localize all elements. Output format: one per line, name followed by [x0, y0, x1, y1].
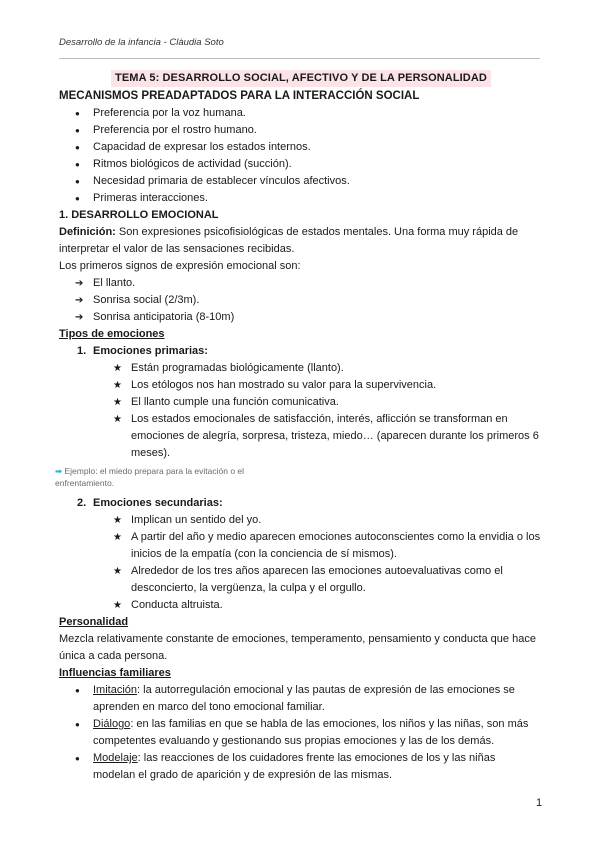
star-icon: ★ — [113, 515, 122, 526]
list-item — [59, 275, 543, 292]
star-icon: ★ — [113, 414, 122, 425]
bullet-dot-icon: ● — [75, 109, 80, 118]
definition-text: Son expresiones psicofisiológicas de estados mentales. Una forma muy rápida de — [115, 226, 519, 238]
list-item-text-continued: aprenden en marco del tono emocional familiar. — [93, 701, 325, 713]
list-item — [59, 597, 543, 614]
definition-line-2: interpretar el valor de las sensaciones recibidas. — [59, 243, 295, 255]
term-imitacion: Imitación — [93, 684, 138, 696]
list-item-text: Ritmos biológicos de actividad (succión). — [93, 158, 292, 170]
right-arrow-icon: ➔ — [75, 295, 84, 306]
section-heading-emotional: 1. DESARROLLO EMOCIONAL — [59, 209, 219, 221]
list-item-text: : las reacciones de los cuidadores frente las emociones de los y las niñas — [137, 752, 496, 764]
bullet-dot-icon: ● — [75, 754, 80, 763]
bullet-dot-icon: ● — [75, 720, 80, 729]
signs-list — [59, 275, 543, 326]
list-item-text-continued: meses). — [131, 447, 171, 459]
secondary-list — [59, 512, 543, 614]
list-item — [59, 360, 543, 377]
document-title: TEMA 5: DESARROLLO SOCIAL, AFECTIVO Y DE LA PERSONALIDAD — [111, 70, 491, 87]
list-item-text: Capacidad de expresar los estados internos. — [93, 141, 311, 153]
star-icon: ★ — [113, 397, 122, 408]
list-item-text-continued: emociones de alegría, sorpresa, tristeza, miedo… (aparecen durante los primeros 6 — [131, 430, 539, 442]
primary-emotions-label: Emociones primarias: — [93, 345, 208, 357]
bullet-dot-icon: ● — [75, 194, 80, 203]
bullet-dot-icon: ● — [75, 686, 80, 695]
list-item — [59, 411, 543, 462]
star-icon: ★ — [113, 380, 122, 391]
right-arrow-icon: ➔ — [75, 312, 84, 323]
list-item — [59, 309, 543, 326]
list-item-text: Están programadas biológicamente (llanto). — [131, 362, 344, 374]
star-icon: ★ — [113, 566, 122, 577]
list-item-text: Sonrisa anticipatoria (8-10m) — [93, 311, 235, 323]
bullet-dot-icon: ● — [75, 143, 80, 152]
mechanisms-list — [59, 105, 543, 207]
list-item — [59, 173, 543, 190]
list-item — [59, 682, 543, 716]
cyan-arrow-icon: ➡ — [55, 466, 63, 476]
star-icon: ★ — [113, 532, 122, 543]
mechanisms-heading: MECANISMOS PREADAPTADOS PARA LA INTERACCIÓN SOCIAL — [59, 90, 420, 102]
list-item — [59, 750, 543, 784]
list-item — [59, 105, 543, 122]
list-item-text: Implican un sentido del yo. — [131, 514, 262, 526]
list-item-text-continued: modelan el grado de aparición y de expresión de las mismas. — [93, 769, 392, 781]
personality-text-2: única a cada persona. — [59, 650, 168, 662]
list-item — [59, 529, 543, 563]
primary-list — [59, 360, 543, 462]
list-item-text: Necesidad primaria de establecer vínculos afectivos. — [93, 175, 350, 187]
list-item-text-continued: desconcierto, la vergüenza, la culpa y el orgullo. — [131, 582, 366, 594]
header-divider — [59, 58, 540, 59]
list-item — [59, 139, 543, 156]
list-item-text: Los estados emocionales de satisfacción, interés, aflicción se transforman en — [131, 413, 508, 425]
secondary-emotions-label: Emociones secundarias: — [93, 497, 223, 509]
list-item-text: Primeras interacciones. — [93, 192, 208, 204]
primary-emotions-heading — [59, 343, 543, 360]
term-modelaje: Modelaje — [93, 752, 138, 764]
bullet-dot-icon: ● — [75, 160, 80, 169]
list-item — [59, 512, 543, 529]
page-content — [55, 70, 543, 784]
list-item — [59, 156, 543, 173]
list-item-text: El llanto. — [93, 277, 136, 289]
list-item-text: El llanto cumple una función comunicativa. — [131, 396, 339, 408]
list-number: 2. — [77, 497, 87, 509]
list-item-text-continued: competentes evaluando y gestionando sus propias emociones y las de los demás. — [93, 735, 495, 747]
list-item — [59, 122, 543, 139]
bullet-dot-icon: ● — [75, 126, 80, 135]
definition-label: Definición: — [59, 226, 116, 238]
list-item — [59, 394, 543, 411]
personality-heading: Personalidad — [59, 616, 129, 628]
star-icon: ★ — [113, 600, 122, 611]
list-item — [59, 292, 543, 309]
list-item-text: : en las familias en que se habla de las emociones, los niños y las niñas, son más — [130, 718, 529, 730]
list-item-text-continued: inicios de la empatía (con la conciencia de sí mismos). — [131, 548, 397, 560]
bullet-dot-icon: ● — [75, 177, 80, 186]
running-header: Desarrollo de la infancia - Clàudia Soto — [59, 37, 224, 48]
note-text-continued: enfrentamiento. — [55, 478, 115, 488]
list-item — [59, 190, 543, 207]
definition-line — [59, 224, 543, 241]
personality-text: Mezcla relativamente constante de emociones, temperamento, pensamiento y conducta que hace — [59, 633, 536, 645]
right-arrow-icon: ➔ — [75, 278, 84, 289]
list-item — [59, 377, 543, 394]
first-signs-intro: Los primeros signos de expresión emocional son: — [59, 260, 301, 272]
list-item-text: Alrededor de los tres años aparecen las emociones autoevaluativas como el — [131, 565, 503, 577]
list-item-text: : la autorregulación emocional y las pautas de expresión de las emociones se — [137, 684, 515, 696]
title-wrap — [59, 70, 543, 87]
page-number: 1 — [536, 797, 543, 809]
list-number: 1. — [77, 345, 87, 357]
list-item-text: Conducta altruista. — [131, 599, 223, 611]
list-item-text: Preferencia por la voz humana. — [93, 107, 246, 119]
family-heading: Influencias familiares — [59, 667, 171, 679]
list-item-text: Sonrisa social (2/3m). — [93, 294, 200, 306]
margin-note — [55, 465, 543, 489]
term-dialogo: Diálogo — [93, 718, 131, 730]
note-text: Ejemplo: el miedo prepara para la evitación o el — [64, 466, 245, 476]
family-list — [59, 682, 543, 784]
list-item-text: Los etólogos nos han mostrado su valor para la supervivencia. — [131, 379, 437, 391]
list-item-text: A partir del año y medio aparecen emociones autoconscientes como la envidia o los — [131, 531, 541, 543]
list-item — [59, 563, 543, 597]
secondary-emotions-heading — [59, 495, 543, 512]
list-item — [59, 716, 543, 750]
star-icon: ★ — [113, 363, 122, 374]
types-heading: Tipos de emociones — [59, 328, 165, 340]
list-item-text: Preferencia por el rostro humano. — [93, 124, 257, 136]
